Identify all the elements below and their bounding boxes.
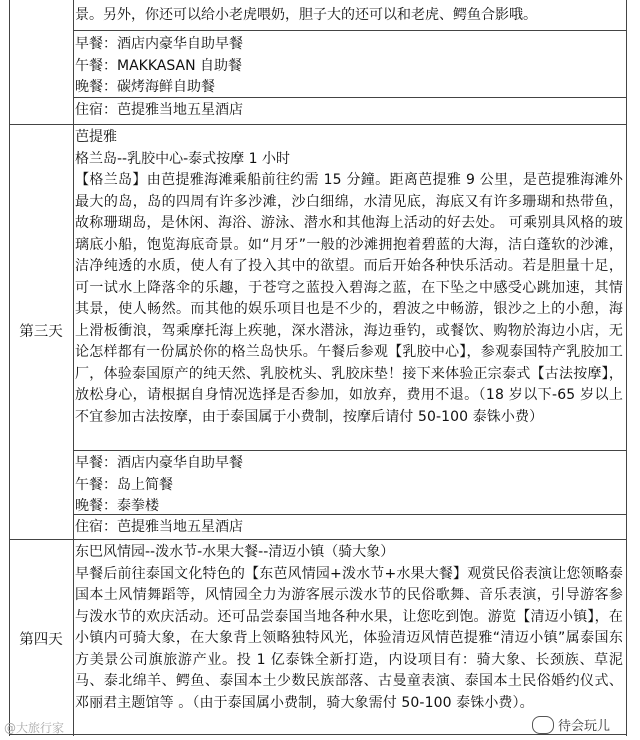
watermark-text: 待会玩儿	[557, 719, 610, 734]
hotel-info: 住宿：芭提雅当地五星酒店	[75, 102, 243, 118]
row-divider	[73, 30, 627, 31]
lunch: 午餐：岛上简餐	[75, 476, 173, 493]
itinerary-table	[9, 0, 627, 736]
meals-cell	[75, 453, 623, 518]
day-label: 第三天	[19, 324, 63, 340]
destination: 芭提雅	[75, 129, 117, 145]
chat-bubble-icon	[532, 716, 554, 734]
dinner: 晚餐：碳烤海鲜自助餐	[75, 79, 215, 95]
meals-cell	[75, 34, 623, 99]
route: 东巴风情园--泼水节-水果大餐--清迈小镇（骑大象）	[75, 544, 395, 560]
route: 格兰岛--乳胶中心-泰式按摩 1 小时	[75, 150, 290, 167]
table-border-bottom	[9, 734, 627, 735]
day-content	[75, 542, 623, 714]
watermark-left: @大旅行家	[4, 721, 65, 735]
table-border-left	[9, 0, 10, 736]
day-divider	[9, 539, 627, 540]
hotel-info: 住宿：芭提雅当地五星酒店	[75, 519, 243, 535]
breakfast: 早餐：酒店内豪华自助早餐	[75, 455, 243, 471]
day-content	[75, 127, 623, 428]
breakfast: 早餐：酒店内豪华自助早餐	[75, 36, 243, 52]
row-divider	[73, 450, 627, 451]
dinner: 晚餐：泰拳楼	[75, 498, 159, 514]
lunch: 午餐：MAKKASAN 自助餐	[75, 57, 242, 74]
table-border-right	[626, 0, 627, 736]
description: 【格兰岛】由芭提雅海滩乘船前往约需 15 分鐘。距离芭提雅 9 公里，是芭提雅海滩外最大的岛，岛的四周有许多沙滩，沙白细绵，水清见底，海底又有许多珊瑚和热带鱼，故称珊瑚岛，是休闲、海浴、游泳、潜水和其他海上活动的好去处。 可乘别具风格的玻璃底小船，饱览海底奇景。如“月牙”一般的沙滩拥抱着碧蓝的大海，洁白蓬软的沙滩，洁净纯透的水质，使人有了投入其中的欲望。而后开始各种快乐活动。若是胆量十足，可一试水上降落伞的乐趣，于苍穹之蓝投入碧海之蓝，在下坠之中感受心跳加速，其情其景，使人畅然。而其他的娱乐项目也是不少的，碧波之中畅游，银沙之上的小憩，海上滑板衝浪，驾乘摩托海上疾驰，深水潜泳，海边垂钓，或餐饮、购物於海边小店，无论怎样都有一份属於你的格兰岛快乐。午餐后参观【乳胶中心】，参观泰国特产乳胶加工厂，体验泰国原产的纯天然、乳胶枕头、乳胶床垫！接下来体验正宗泰式【古法按摩】，放松身心，请根据自身情况选择是否参加，如放弃，费用不退。（18 岁以下-65 岁以上不宜参加古法按摩，由于泰国属于小费制，按摩后请付 50-100 泰铢小费）	[75, 172, 623, 425]
day-divider	[9, 124, 627, 125]
watermark-right	[532, 715, 610, 734]
activity-text: 景。另外，你还可以给小老虎喂奶，胆子大的还可以和老虎、鳄鱼合影哦。	[75, 7, 537, 23]
column-divider	[73, 0, 74, 736]
description: 早餐后前往泰国文化特色的【东芭风情园+泼水节+水果大餐】观赏民俗表演让您领略泰国本土风情舞蹈等，风情园全力为游客展示泼水节的民俗歌舞、音乐表演，引导游客参与泼水节的欢庆活动。还可品尝泰国当地各种水果，让您吃到饱。游览【清迈小镇】，在小镇内可骑大象，在大象背上领略独特风光，体验清迈风情芭提雅“清迈小镇”属泰国东方美景公司旗旅游产业。投 1 亿泰铢全新打造，内设项目有：骑大象、长颈族、草泥马、泰北绵羊、鳄鱼、泰国本土少数民族部落、古曼童表演、泰国本土民俗婚约仪式、邓丽君主题馆等 。（由于泰国属小费制，骑大象需付 50-100 泰铢小费）。	[75, 565, 623, 711]
day-label: 第四天	[19, 632, 63, 648]
